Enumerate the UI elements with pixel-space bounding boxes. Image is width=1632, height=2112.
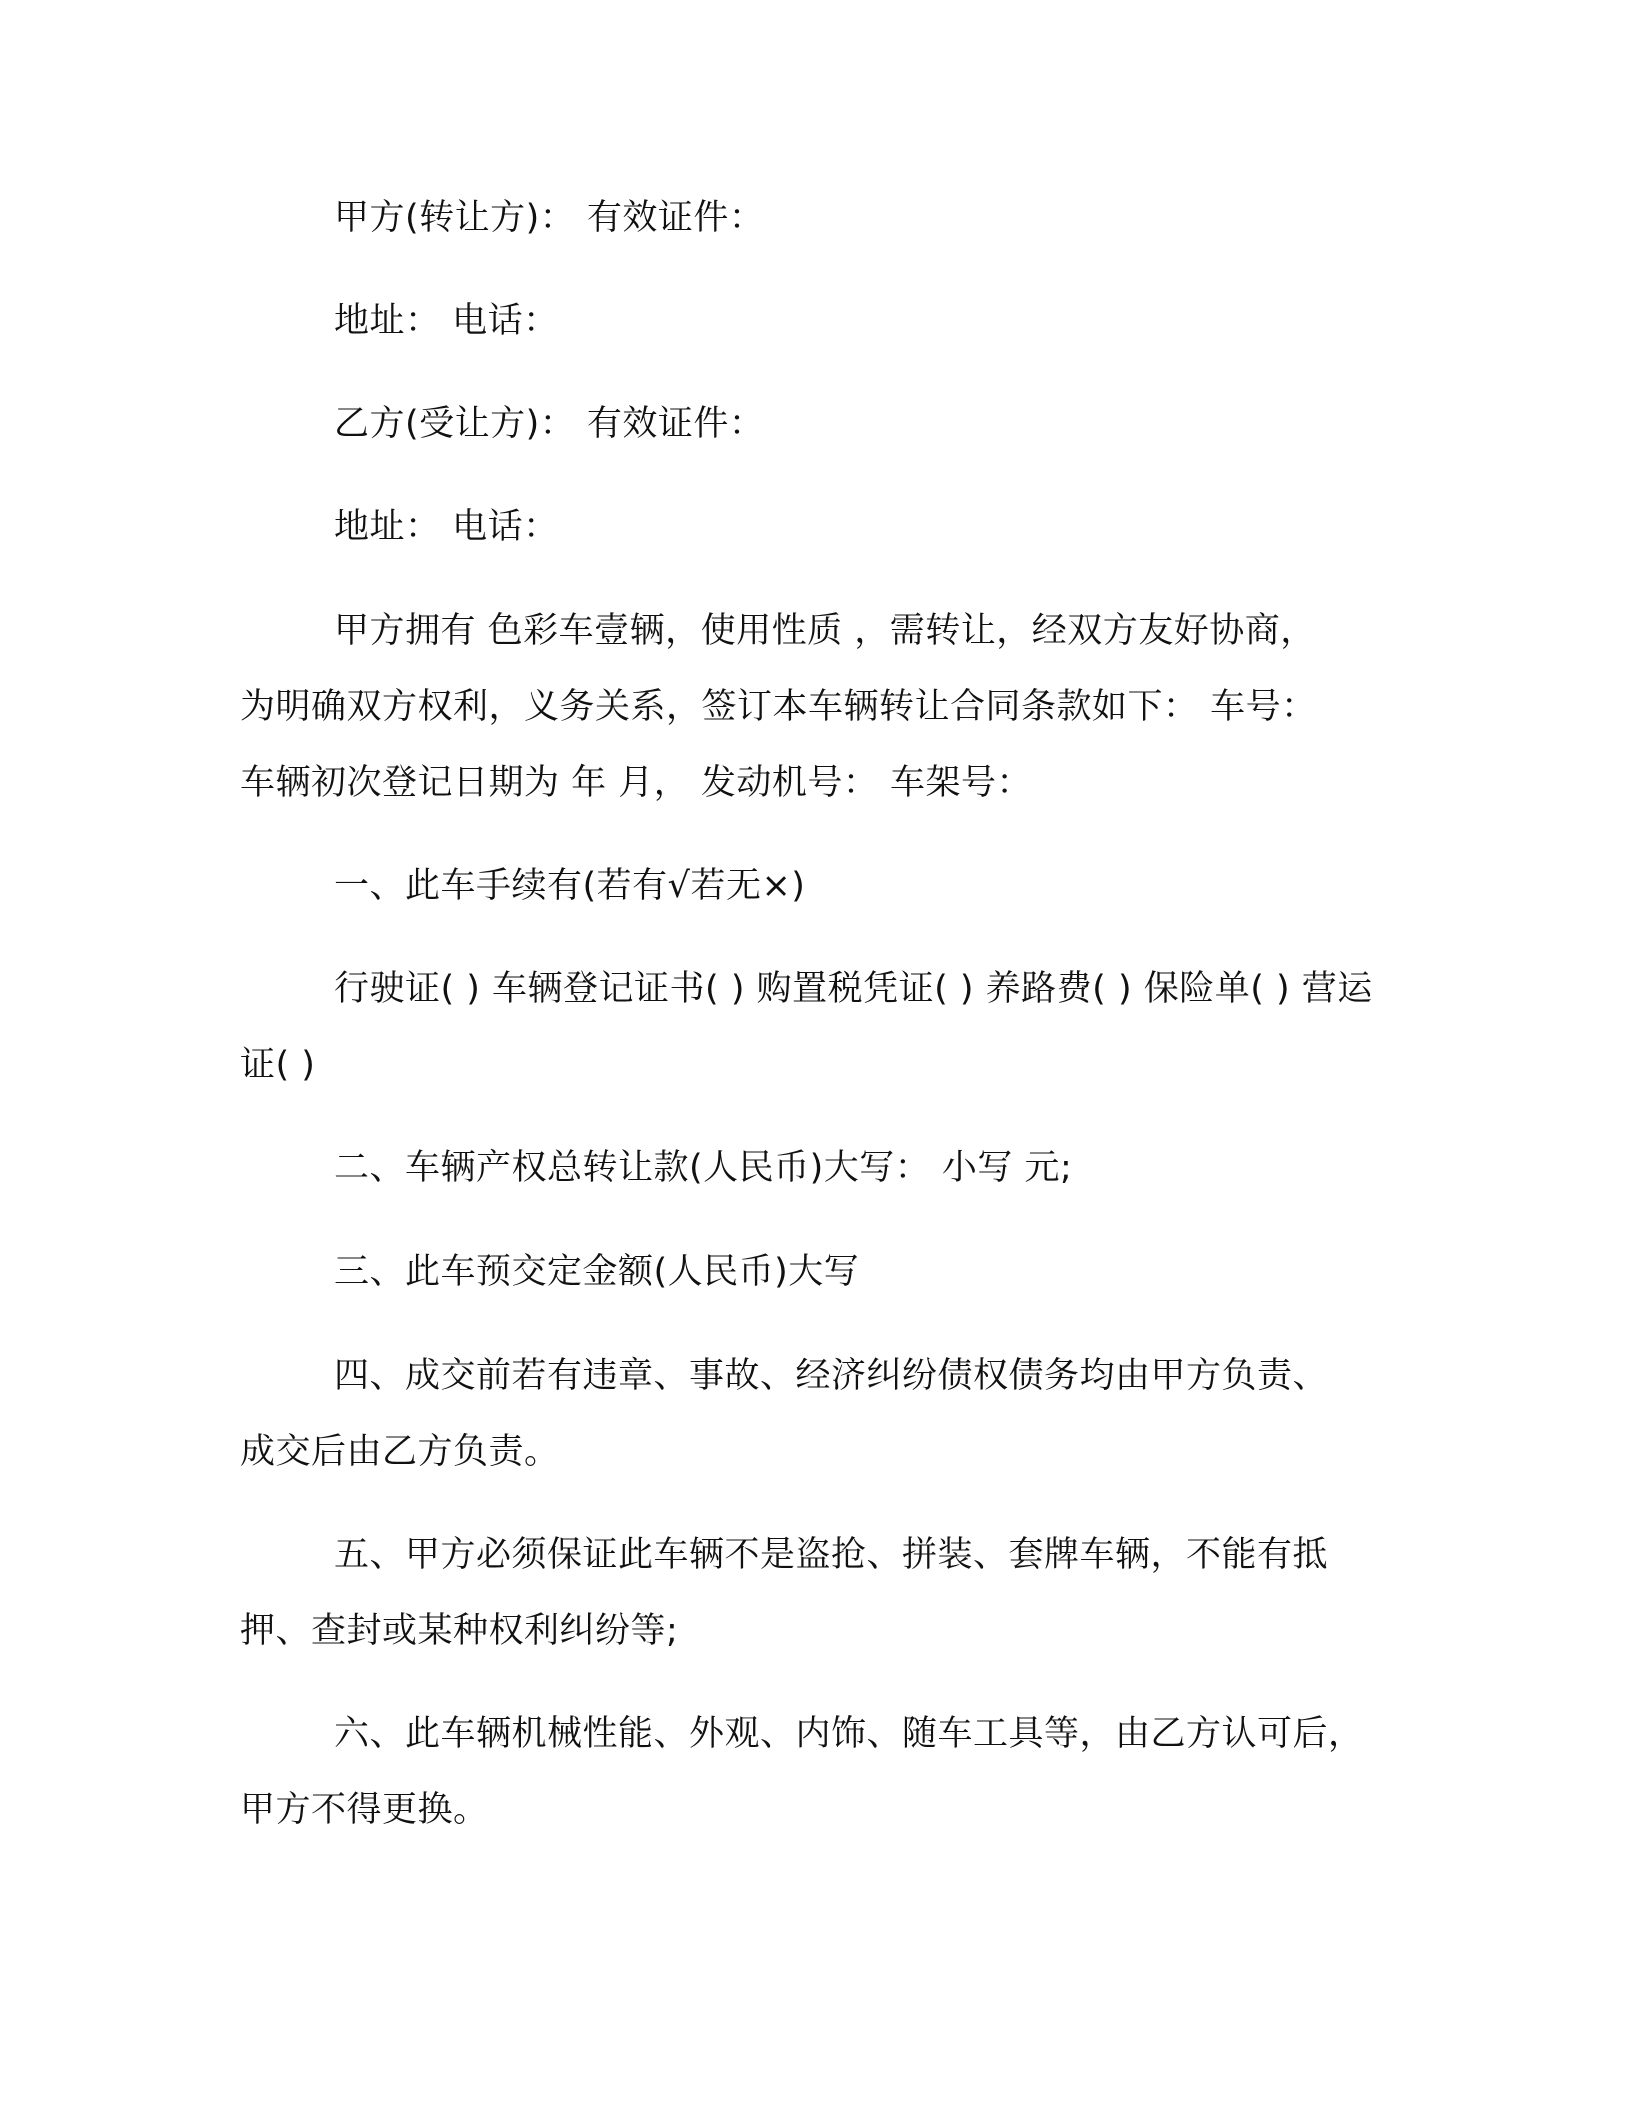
clause-6-line-2: 甲方不得更换。 xyxy=(240,1790,489,1830)
clause-2: 二、车辆产权总转让款(人民币)大写： 小写 元; xyxy=(334,1148,1073,1188)
clause-1-items-line-2: 证( ) xyxy=(240,1045,316,1085)
clause-1-heading: 一、此车手续有(若有√若无×) xyxy=(334,866,806,906)
clause-3: 三、此车预交定金额(人民币)大写 xyxy=(334,1252,860,1292)
clause-4-line-2: 成交后由乙方负责。 xyxy=(240,1432,560,1472)
clause-5-line-2: 押、查封或某种权利纠纷等; xyxy=(240,1611,679,1651)
party-a-address-line: 地址： 电话： xyxy=(334,301,559,341)
clause-6-line-1: 六、此车辆机械性能、外观、内饰、随车工具等，由乙方认可后， xyxy=(334,1714,1364,1754)
intro-line-3: 车辆初次登记日期为 年 月， 发动机号： 车架号： xyxy=(240,763,1033,803)
party-b-line: 乙方(受让方)： 有效证件： xyxy=(334,404,765,444)
clause-4-line-1: 四、成交前若有违章、事故、经济纠纷债权债务均由甲方负责、 xyxy=(334,1356,1329,1396)
party-a-line: 甲方(转让方)： 有效证件： xyxy=(334,198,765,238)
intro-line-2: 为明确双方权利，义务关系，签订本车辆转让合同条款如下： 车号： xyxy=(240,687,1317,727)
intro-line-1: 甲方拥有 色彩车壹辆，使用性质 ，需转让，经双方友好协商， xyxy=(334,611,1316,651)
clause-5-line-1: 五、甲方必须保证此车辆不是盗抢、拼装、套牌车辆，不能有抵 xyxy=(334,1535,1329,1575)
clause-1-items-line-1: 行驶证( ) 车辆登记证书( ) 购置税凭证( ) 养路费( ) 保险单( ) 营运 xyxy=(334,969,1373,1009)
party-b-address-line: 地址： 电话： xyxy=(334,507,559,547)
